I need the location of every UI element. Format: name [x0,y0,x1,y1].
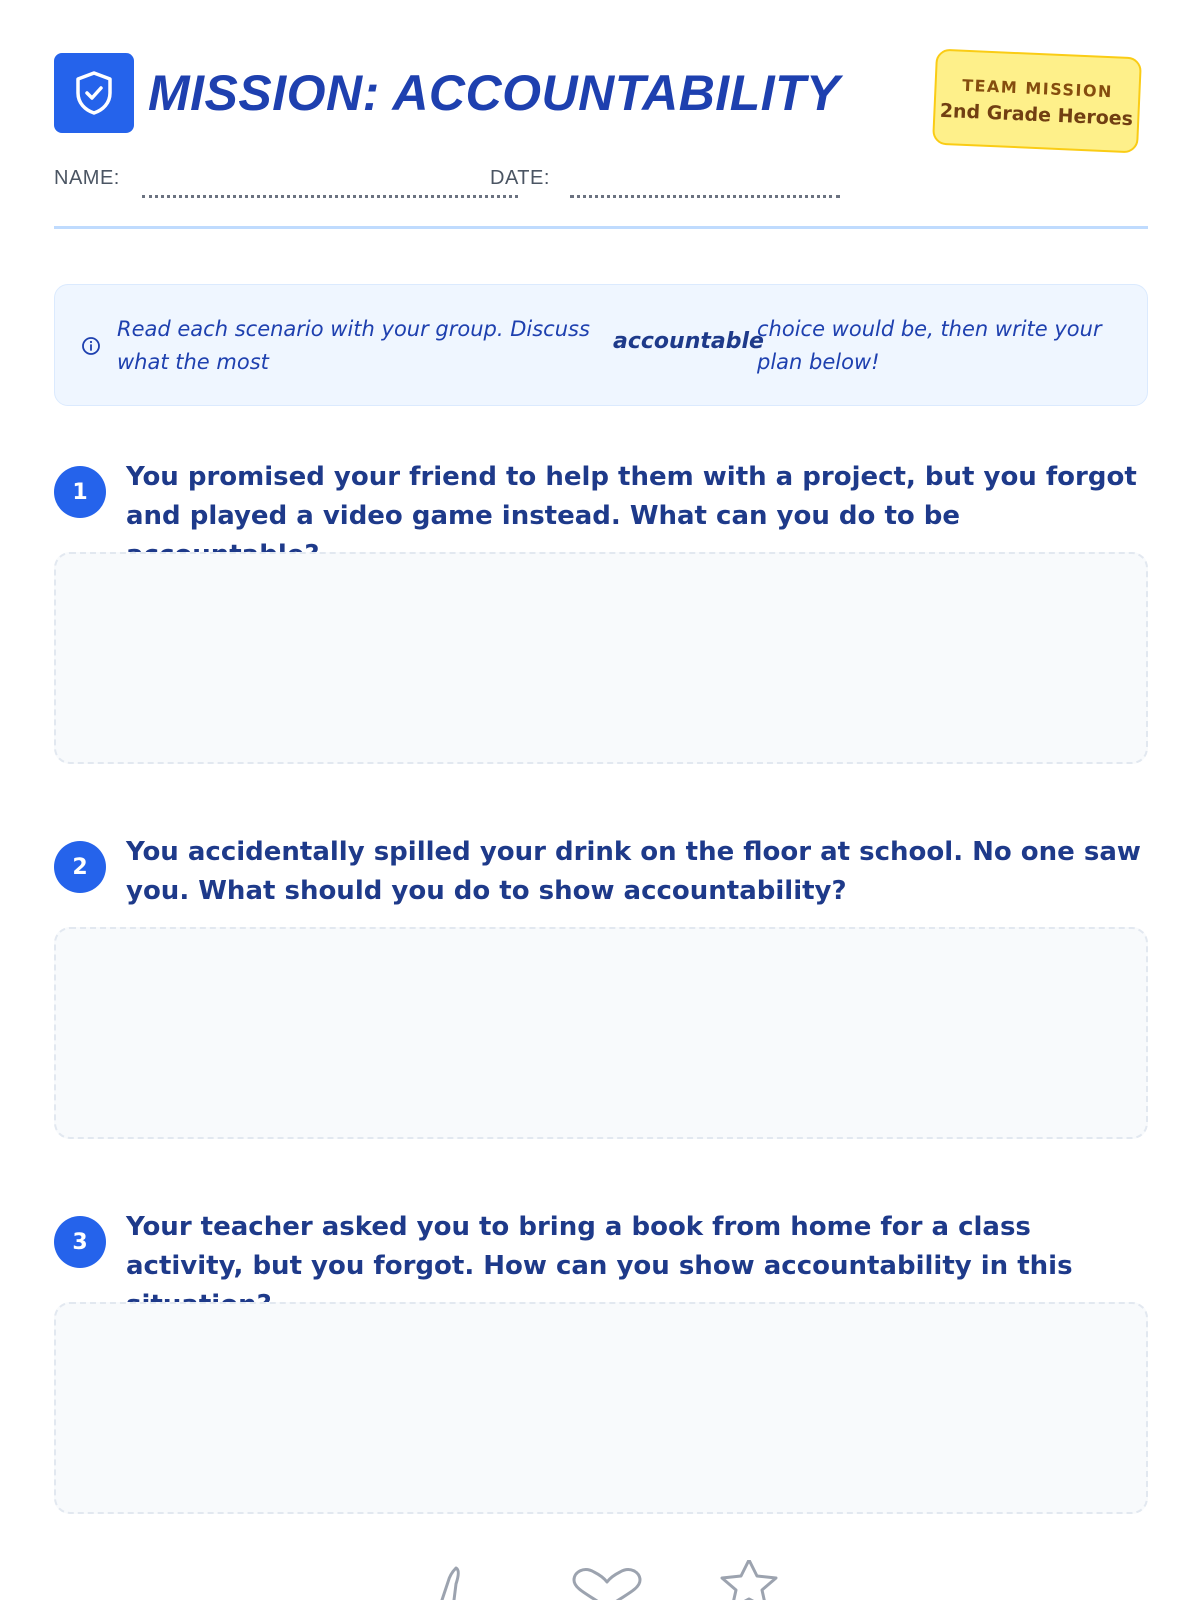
badge-subtitle: 2nd Grade Heroes [939,99,1134,131]
badge-label: TEAM MISSION [961,75,1114,102]
star-icon [704,1560,794,1600]
worksheet-page [54,0,1148,1600]
answer-box[interactable] [54,552,1148,764]
page-title: MISSION: ACCOUNTABILITY [148,65,841,121]
question-text: You promised your friend to help them with a project, but you forgot and played a video game instead. What can you do to be [126,462,1137,531]
info-icon [81,336,101,360]
header [54,53,1148,143]
name-field[interactable] [142,195,518,198]
instructions-text-1: Read each scenario with your group. Discuss what the most [117,317,590,374]
answer-box[interactable] [54,927,1148,1139]
shield-check-icon [54,53,134,133]
question-number: 2 [54,841,106,893]
question-number: 1 [54,466,106,518]
name-date-fields [54,165,1148,205]
answer-box[interactable] [54,1302,1148,1514]
instructions-emphasis: accountable [613,329,764,354]
date-label: DATE: [490,167,550,189]
question-number: 3 [54,1216,106,1268]
date-field[interactable] [570,195,840,198]
question-text: You accidentally spilled your drink on the floor at school. No one saw you. What should you do to show accountability? [126,837,1141,906]
instructions-box [54,284,1148,406]
team-mission-badge [932,49,1142,154]
heart-icon [562,1560,652,1600]
question-text: Your teacher asked you to bring a book from home for a class activity, but you forgot. How can you show accountability in this [126,1212,1073,1281]
name-label: NAME: [54,167,120,189]
instructions-text-2: choice would be, then write your plan below! [757,317,1102,374]
header-divider [54,226,1148,229]
thumbs-up-icon [414,1560,494,1600]
footer-icons [54,1560,1148,1600]
